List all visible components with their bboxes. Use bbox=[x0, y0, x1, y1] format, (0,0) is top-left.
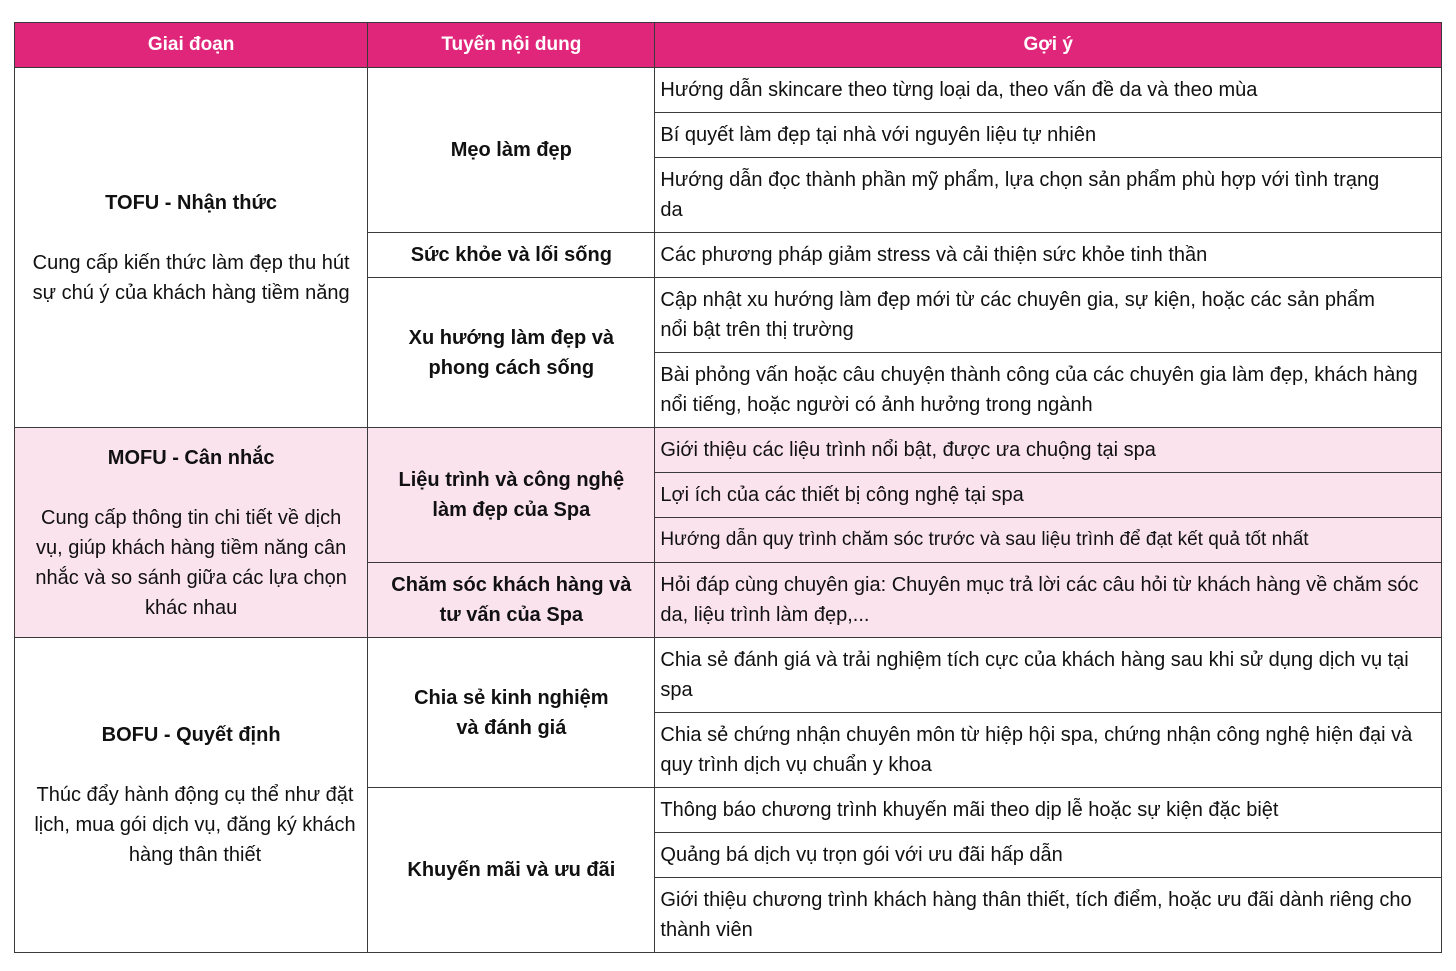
suggestion-cell bbox=[655, 638, 1442, 713]
suggestion-cell bbox=[655, 353, 1442, 428]
topic-text: Chăm sóc khách hàng và tư vấn của Spa bbox=[391, 574, 632, 626]
stage-description: Cung cấp kiến thức làm đẹp thu hút sự chú ý của khách hàng tiềm năng bbox=[32, 251, 350, 304]
topic-text: Xu hướng làm đẹp và phong cách sống bbox=[408, 326, 615, 379]
topic-cell: Khuyến mãi và ưu đãi bbox=[368, 788, 655, 953]
suggestion-cell: Thông báo chương trình khuyến mãi theo dịp lễ hoặc sự kiện đặc biệt bbox=[655, 788, 1442, 833]
suggestion-text: Cập nhật xu hướng làm đẹp mới từ các chuyên gia, sự kiện, hoặc các sản phẩm nổi bật trên thị trường bbox=[660, 289, 1375, 341]
topic-cell: Sức khỏe và lối sống bbox=[368, 233, 655, 278]
suggestion-cell: Các phương pháp giảm stress và cải thiện sức khỏe tinh thần bbox=[655, 233, 1442, 278]
stage-description: Thúc đẩy hành động cụ thể như đặt lịch, mua gói dịch vụ, đăng ký khách hàng thân thiết bbox=[34, 784, 356, 866]
table-row bbox=[15, 428, 1442, 473]
suggestion-text: Chia sẻ đánh giá và trải nghiệm tích cực của khách hàng sau khi sử dụng dịch vụ tại spa bbox=[660, 649, 1409, 701]
stage-title: TOFU - Nhận thức bbox=[105, 191, 278, 214]
suggestion-text: Chia sẻ chứng nhận chuyên môn từ hiệp hội spa, chứng nhận công nghệ hiện đại và quy trình dịch vụ chuẩn y khoa bbox=[660, 724, 1413, 776]
table-row bbox=[15, 68, 1442, 113]
suggestion-text: Hướng dẫn đọc thành phần mỹ phẩm, lựa chọn sản phẩm phù hợp với tình trạng da bbox=[660, 169, 1380, 221]
stage-cell-mofu bbox=[15, 428, 368, 638]
stage-cell-bofu bbox=[15, 638, 368, 953]
topic-cell: Mẹo làm đẹp bbox=[368, 68, 655, 233]
suggestion-cell bbox=[655, 278, 1442, 353]
stage-title: MOFU - Cân nhắc bbox=[107, 446, 275, 469]
header-stage: Giai đoạn bbox=[15, 23, 368, 68]
suggestion-cell: Quảng bá dịch vụ trọn gói với ưu đãi hấp dẫn bbox=[655, 833, 1442, 878]
content-strategy-table bbox=[14, 22, 1442, 953]
suggestion-cell: Hướng dẫn quy trình chăm sóc trước và sau liệu trình để đạt kết quả tốt nhất bbox=[655, 518, 1442, 563]
stage-title: BOFU - Quyết định bbox=[101, 724, 281, 746]
topic-cell bbox=[368, 563, 655, 638]
suggestion-text: Hỏi đáp cùng chuyên gia: Chuyên mục trả lời các câu hỏi từ khách hàng về chăm sóc da, liệu trình làm đẹp,... bbox=[660, 574, 1419, 626]
topic-cell bbox=[368, 638, 655, 788]
suggestion-cell bbox=[655, 713, 1442, 788]
header-row bbox=[15, 23, 1442, 68]
topic-cell bbox=[368, 428, 655, 563]
header-content-line: Tuyến nội dung bbox=[368, 23, 655, 68]
header-suggestion: Gợi ý bbox=[655, 23, 1442, 68]
suggestion-text: Giới thiệu chương trình khách hàng thân thiết, tích điểm, hoặc ưu đãi dành riêng cho thành viên bbox=[660, 889, 1412, 941]
topic-text: Chia sẻ kinh nghiệm và đánh giá bbox=[414, 686, 609, 739]
suggestion-cell bbox=[655, 158, 1442, 233]
topic-cell bbox=[368, 278, 655, 428]
suggestion-cell bbox=[655, 563, 1442, 638]
suggestion-cell: Giới thiệu các liệu trình nổi bật, được ưa chuộng tại spa bbox=[655, 428, 1442, 473]
suggestion-cell: Lợi ích của các thiết bị công nghệ tại spa bbox=[655, 473, 1442, 518]
suggestion-cell bbox=[655, 878, 1442, 953]
suggestion-text: Bài phỏng vấn hoặc câu chuyện thành công của các chuyên gia làm đẹp, khách hàng nổi tiếng, hoặc người có ảnh hưởng trong ngành bbox=[660, 364, 1418, 416]
topic-text: Liệu trình và công nghệ làm đẹp của Spa bbox=[398, 469, 625, 521]
suggestion-cell: Hướng dẫn skincare theo từng loại da, theo vấn đề da và theo mùa bbox=[655, 68, 1442, 113]
stage-description: Cung cấp thông tin chi tiết về dịch vụ, giúp khách hàng tiềm năng cân nhắc và so sánh giữa các lựa chọn khác nhau bbox=[35, 506, 347, 619]
table-row bbox=[15, 638, 1442, 713]
suggestion-cell: Bí quyết làm đẹp tại nhà với nguyên liệu tự nhiên bbox=[655, 113, 1442, 158]
stage-cell-tofu bbox=[15, 68, 368, 428]
